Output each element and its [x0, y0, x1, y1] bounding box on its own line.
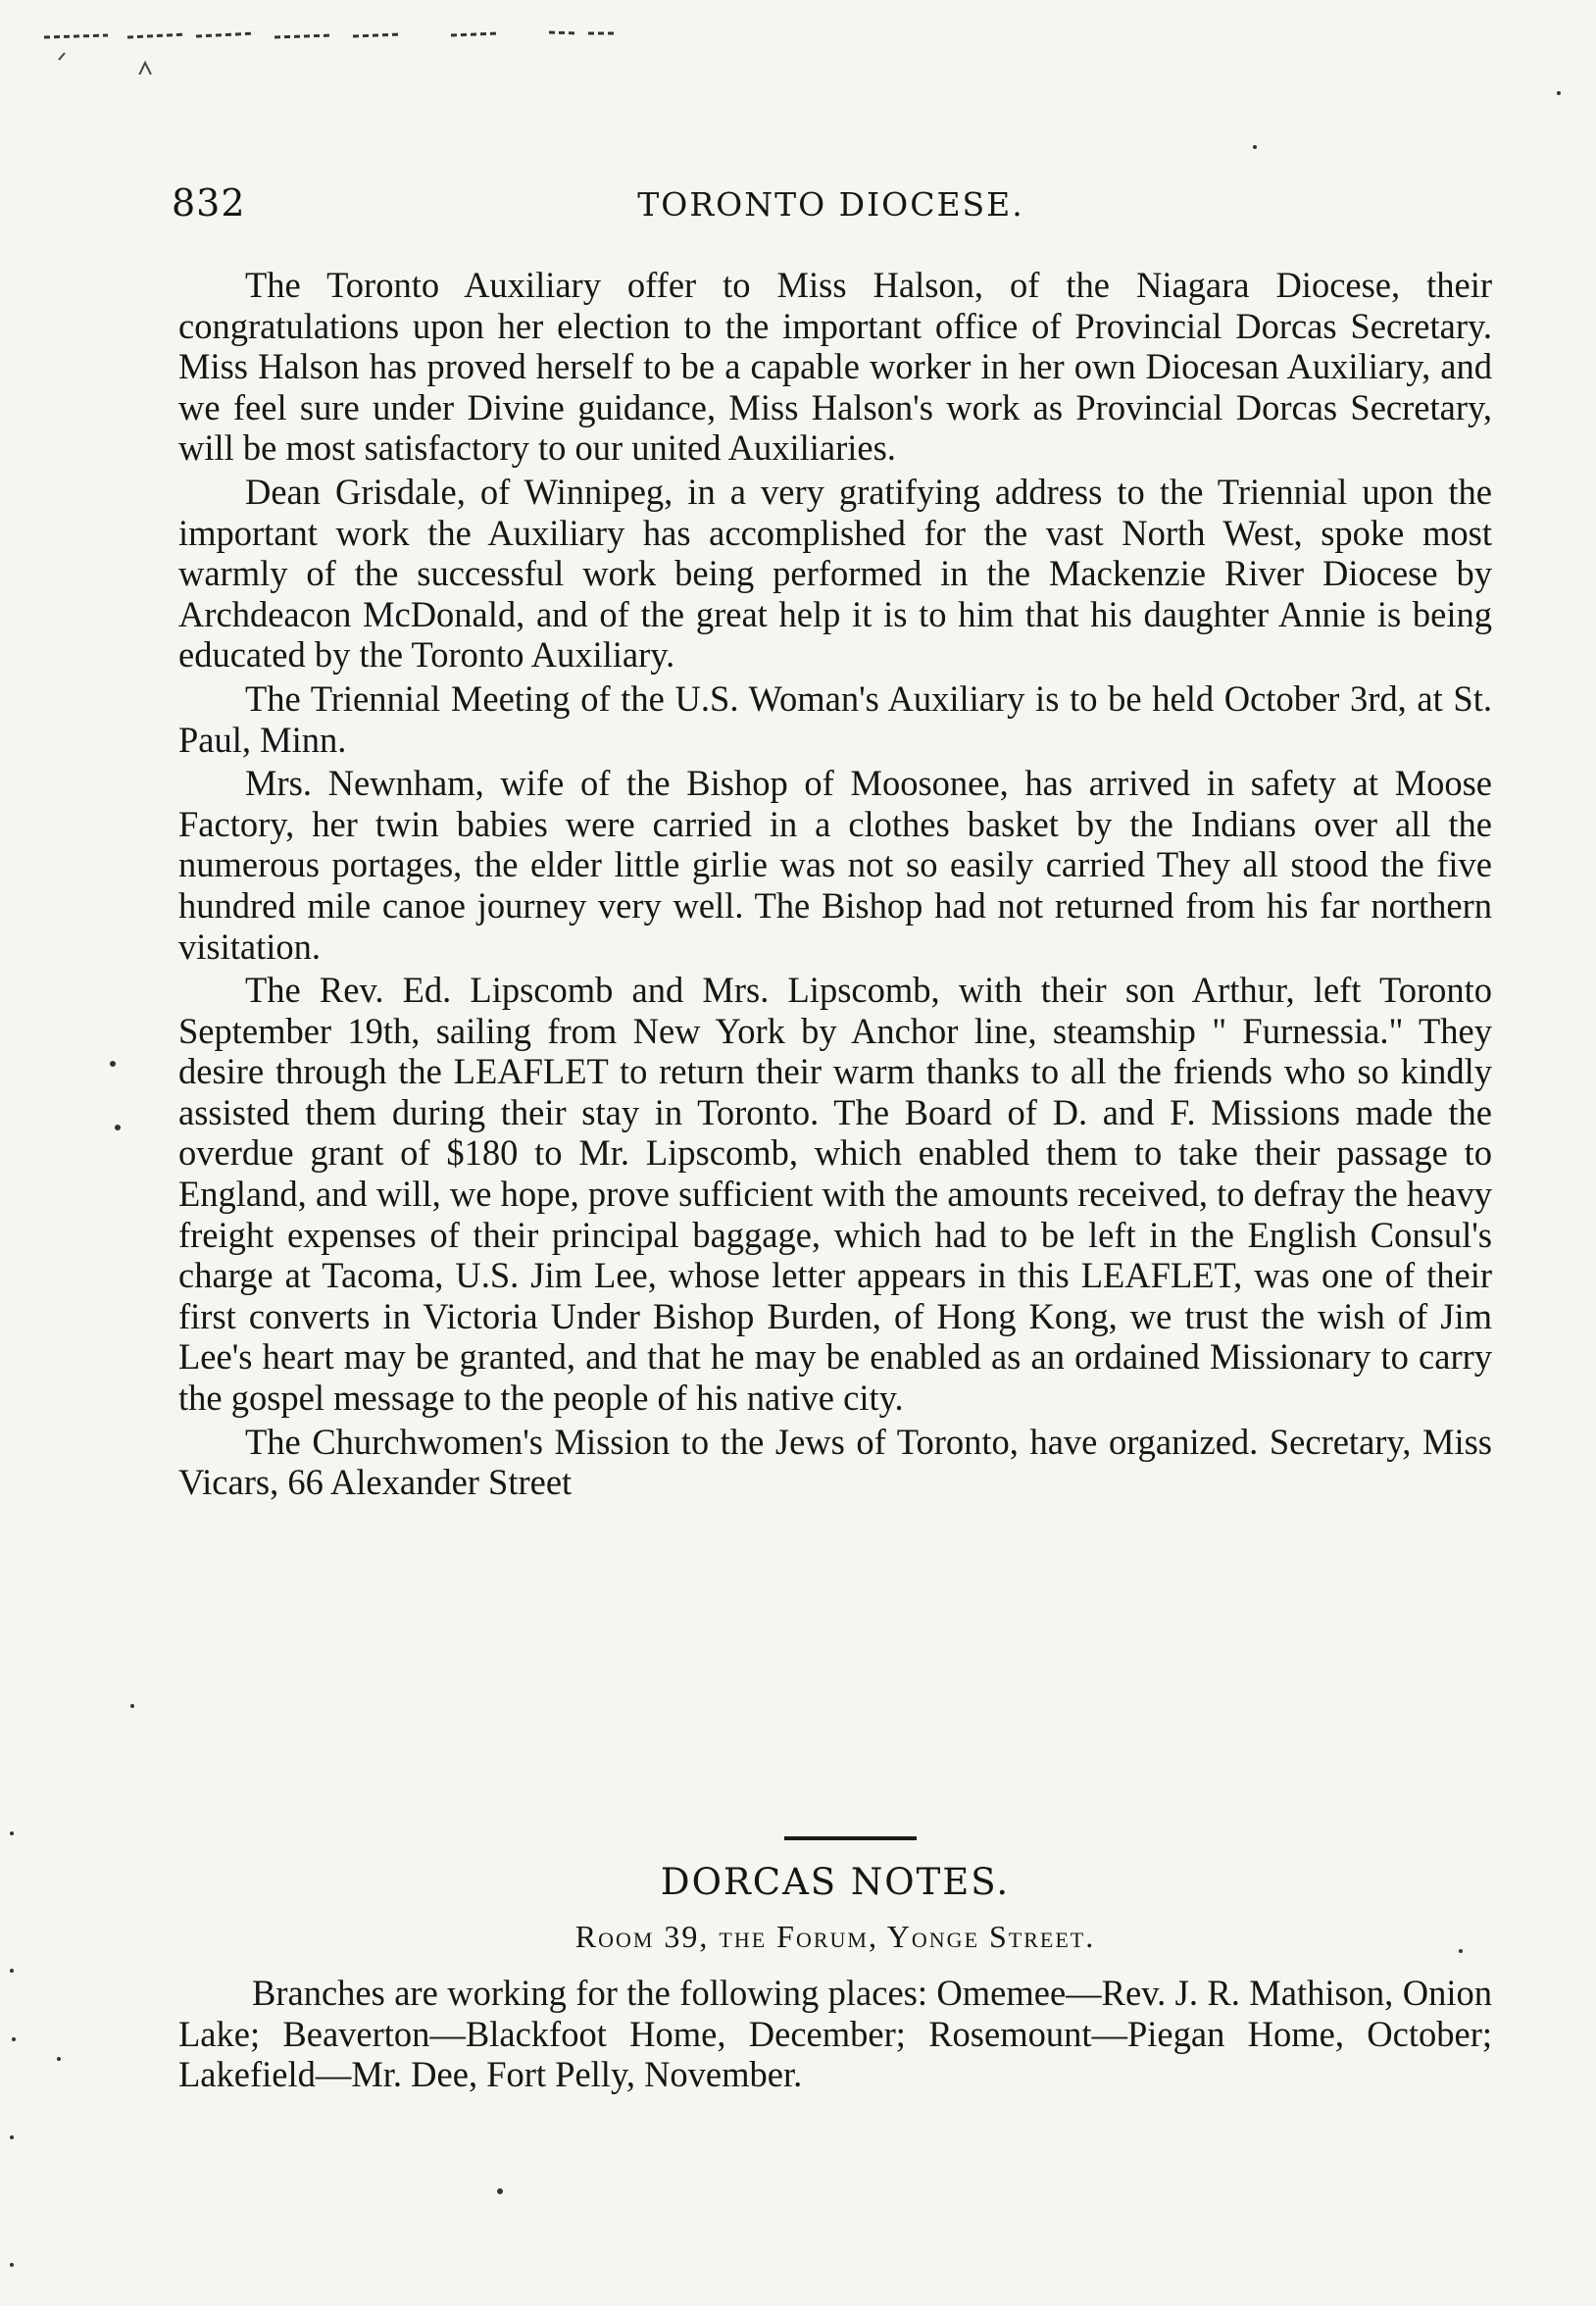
section-divider: [784, 1836, 917, 1840]
page-header: [172, 181, 1490, 240]
paragraph-grisdale: Dean Grisdale, of Winnipeg, in a very gratifying address to the Triennial upon the important work the Auxiliary has accomplished for the vast North West, spoke most warmly of the successful work being performed in the Mackenzie River Diocese by Archdeacon McDonald, and of the great help it is to him that his daughter Annie is being educated by the Toronto Auxiliary.: [178, 471, 1492, 676]
paragraph-branches: Branches are working for the following places: Omemee—Rev. J. R. Mathison, Onion Lake; Beaverton—Blackfoot Home, December; Rosemount—Piegan Home, October; Lakefield—Mr. Dee, Fort Pelly, November.: [178, 1973, 1492, 2095]
running-head: TORONTO DIOCESE.: [637, 185, 1024, 224]
paragraph-lipscomb: The Rev. Ed. Lipscomb and Mrs. Lipscomb, with their son Arthur, left Toronto September 19th, sailing from New York by Anchor line, steamship " Furnessia." They desire through the LEAFLET to return their warm thanks to all the friends who so kindly assisted them during their stay in Toronto. The Board of D. and F. Missions made the overdue grant of $180 to Mr. Lipscomb, which enabled them to take their passage to England, and will, we hope, prove sufficient with the amounts received, to defray the heavy freight expenses of their principal baggage, which had to be left in the English Consul's charge at Tacoma, U.S. Jim Lee, whose letter appears in this LEAFLET, was one of their first converts in Victoria Under Bishop Burden, of Hong Kong, we trust the wish of Jim Lee's heart may be granted, and that he may be enabled as an ordained Missionary to carry the gospel message to the people of his native city.: [178, 970, 1492, 1419]
page-number: 832: [172, 181, 246, 225]
paragraph-triennial-meeting: The Triennial Meeting of the U.S. Woman's Auxiliary is to be held October 3rd, at St. Paul, Minn.: [178, 677, 1492, 760]
paragraph-newnham: Mrs. Newnham, wife of the Bishop of Moosonee, has arrived in safety at Moose Factory, her twin babies were carried in a clothes basket by the Indians over all the numerous portages, the elder little girlie was not so easily carried They all stood the five hundred mile canoe journey very well. The Bishop had not returned from his far northern visitation.: [178, 763, 1492, 967]
paragraph-halson: The Toronto Auxiliary offer to Miss Halson, of the Niagara Diocese, their congratulations upon her election to the important office of Provincial Dorcas Secretary. Miss Halson has proved herself to be a capable worker in her own Diocesan Auxiliary, and we feel sure under Divine guidance, Miss Halson's work as Provincial Dorcas Secretary, will be most satisfactory to our united Auxiliaries.: [178, 265, 1492, 469]
section-title: DORCAS NOTES.: [660, 1861, 1011, 1903]
dorcas-notes-body: [178, 1973, 1492, 2095]
paragraph-jews-mission: The Churchwomen's Mission to the Jews of Toronto, have organized. Secretary, Miss Vicars, 66 Alexander Street: [178, 1421, 1492, 1503]
article-body: [178, 265, 1492, 1506]
section-subtitle: Room 39, the Forum, Yonge Street.: [574, 1919, 1096, 1954]
scan-artifact-top: [39, 16, 843, 75]
